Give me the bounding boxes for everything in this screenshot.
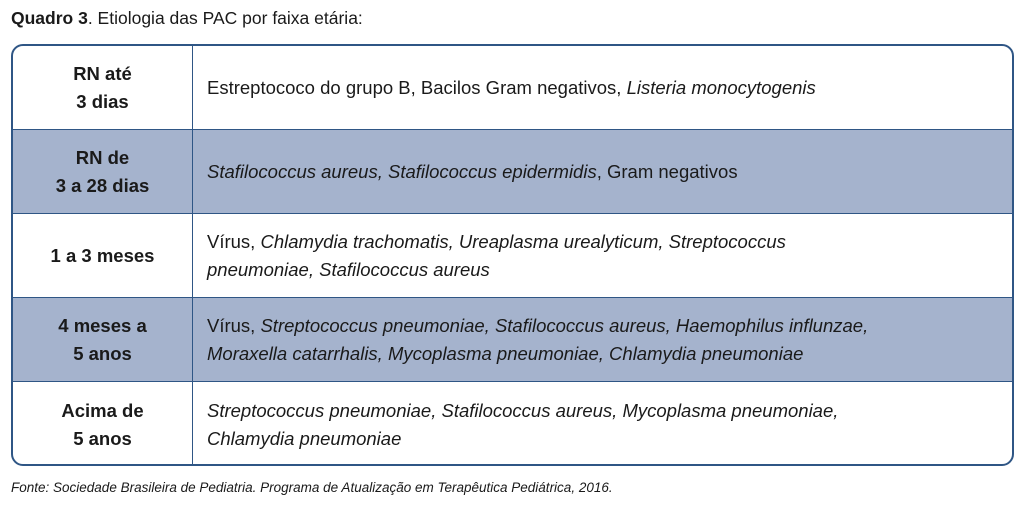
agents-cell <box>193 382 1012 466</box>
agent-italic-text: Chlamydia trachomatis, Ureaplasma urealyticum, Streptococcus <box>260 230 786 252</box>
agents-text <box>207 397 838 453</box>
age-group-cell <box>13 214 193 297</box>
age-line-1: RN de <box>75 146 130 168</box>
age-line-2: 3 dias <box>76 90 129 112</box>
etiology-table <box>11 44 1014 466</box>
caption-label: Quadro 3 <box>11 8 88 28</box>
agents-cell <box>193 46 1012 129</box>
caption-text: . Etiologia das PAC por faixa etária: <box>87 8 363 28</box>
age-line-2: 3 a 28 dias <box>55 174 150 196</box>
age-line-1: 1 a 3 meses <box>50 244 155 266</box>
agent-text: , Gram negativos <box>596 160 738 182</box>
agent-text: Vírus, <box>207 230 261 252</box>
agents-cell <box>193 214 1012 297</box>
agent-italic-text: Listeria monocytogenis <box>626 76 816 98</box>
source-note: Fonte: Sociedade Brasileira de Pediatria. Programa de Atualização em Terapêutica Pediátrica, 2016. <box>11 480 613 495</box>
agent-italic-text: Streptococcus pneumoniae, Stafilococcus aureus, Haemophilus influnzae, <box>260 314 869 336</box>
table-row <box>13 46 1012 130</box>
agents-text <box>207 312 868 368</box>
agent-text: Vírus, <box>207 314 261 336</box>
age-group-cell <box>13 130 193 213</box>
table-row <box>13 298 1012 382</box>
agent-italic-text: Moraxella catarrhalis, Mycoplasma pneumoniae, Chlamydia pneumoniae <box>207 342 804 364</box>
table-row <box>13 214 1012 298</box>
agents-text <box>207 158 738 186</box>
age-group-cell <box>13 298 193 381</box>
agent-italic-text: Streptococcus pneumoniae, Stafilococcus aureus, Mycoplasma pneumoniae, <box>207 400 839 421</box>
agent-italic-text: pneumoniae, Stafilococcus aureus <box>207 258 490 280</box>
agents-cell <box>193 130 1012 213</box>
age-line-2: 5 anos <box>73 428 132 449</box>
table-row <box>13 382 1012 466</box>
age-line-1: RN até <box>73 62 132 84</box>
agent-italic-text: Chlamydia pneumoniae <box>207 428 402 449</box>
age-group-cell <box>13 46 193 129</box>
agent-text: Estreptococo do grupo B, Bacilos Gram negativos, <box>207 76 627 98</box>
age-line-1: 4 meses a <box>58 314 147 336</box>
agent-italic-text: Stafilococcus aureus, Stafilococcus epidermidis <box>207 160 597 182</box>
table-row <box>13 130 1012 214</box>
agents-text <box>207 74 816 102</box>
agents-text <box>207 228 786 284</box>
agents-cell <box>193 298 1012 381</box>
age-line-1: Acima de <box>61 400 144 421</box>
age-group-cell <box>13 382 193 466</box>
table-caption <box>11 6 363 30</box>
age-line-2: 5 anos <box>73 342 132 364</box>
